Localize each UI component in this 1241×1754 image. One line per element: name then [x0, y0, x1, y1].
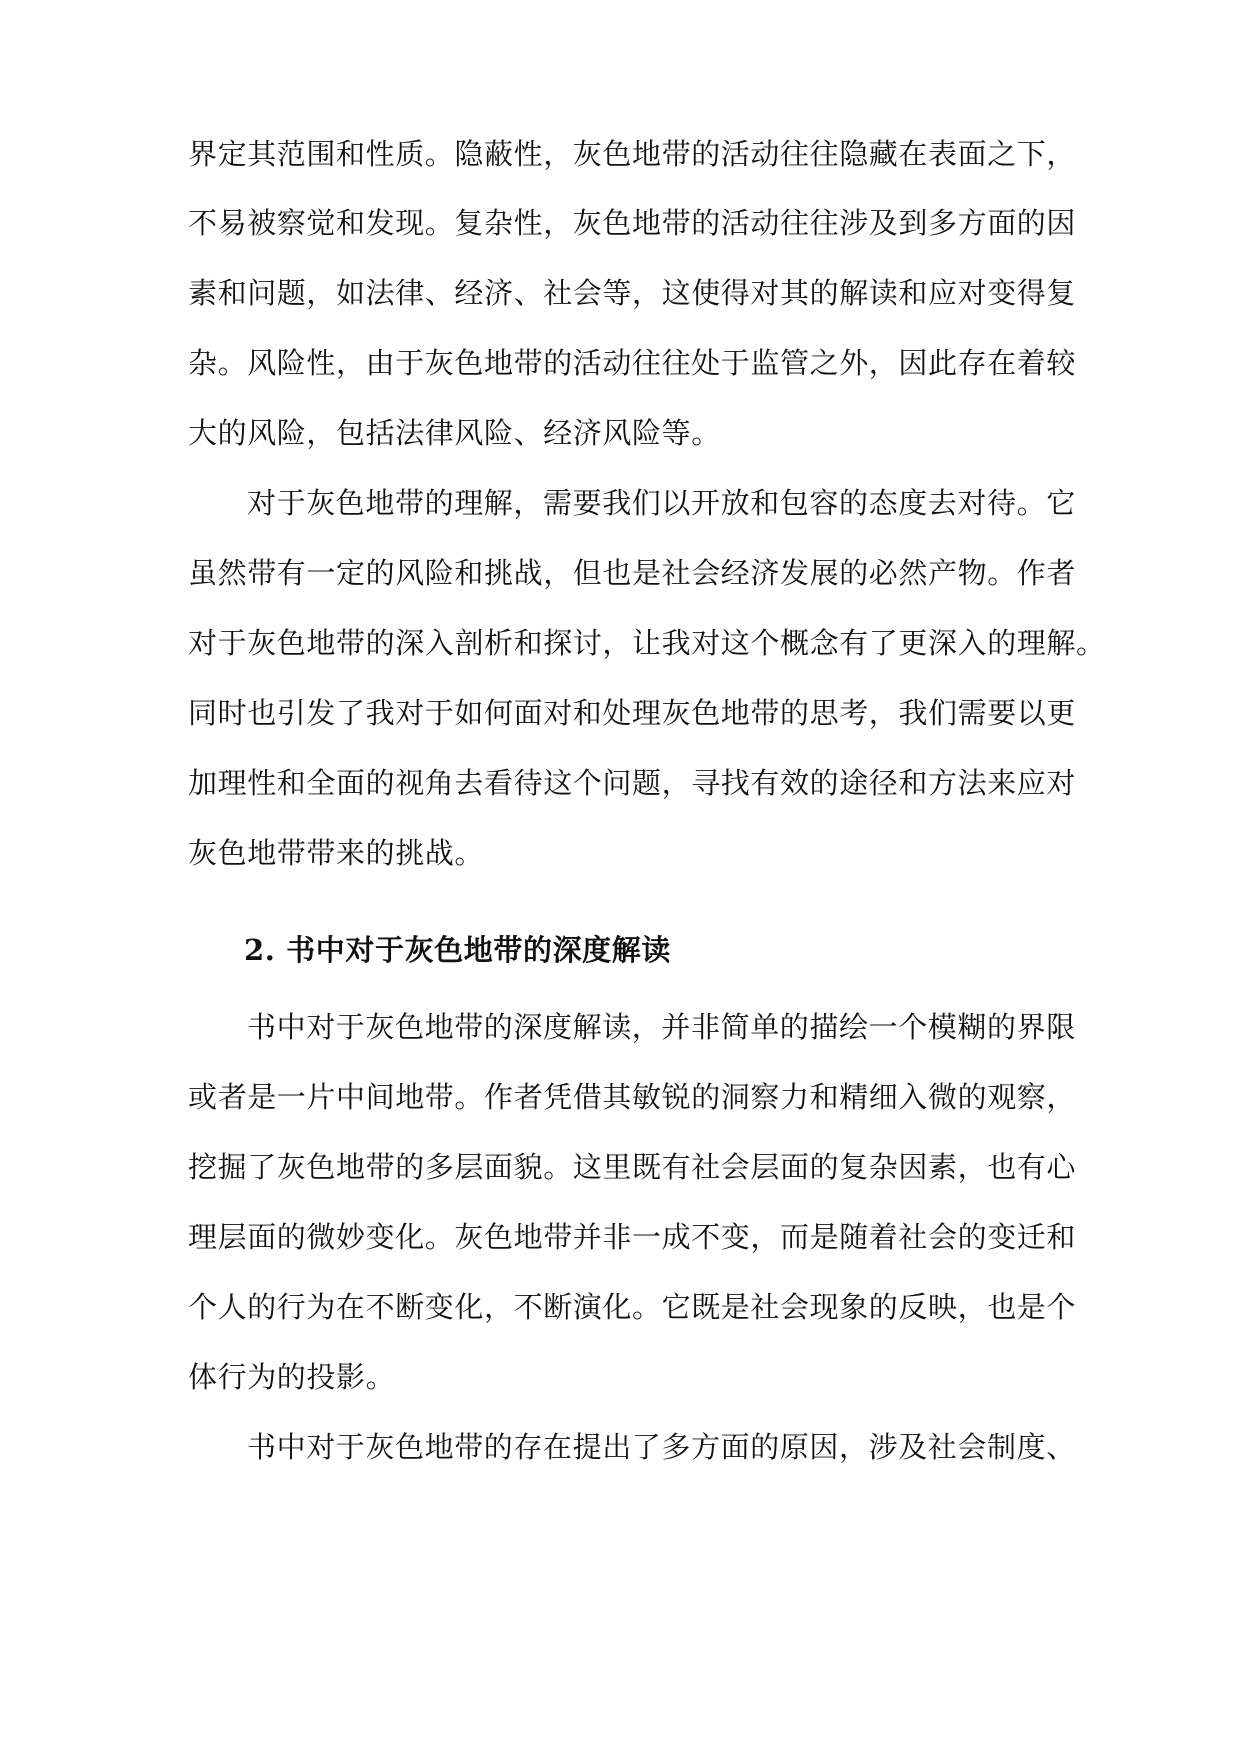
paragraph-line: 书中对于灰色地带的深度解读，并非简单的描绘一个模糊的界限 — [247, 1010, 1076, 1044]
paragraph-line: 书中对于灰色地带的存在提出了多方面的原因，涉及社会制度、 — [247, 1430, 1076, 1464]
paragraph-line: 理层面的微妙变化。灰色地带并非一成不变，而是随着社会的变迁和 — [188, 1220, 1077, 1254]
paragraph-line: 挖掘了灰色地带的多层面貌。这里既有社会层面的复杂因素，也有心 — [188, 1150, 1077, 1184]
paragraph-line: 体行为的投影。 — [188, 1360, 396, 1394]
paragraph-line: 不易被察觉和发现。复杂性，灰色地带的活动往往涉及到多方面的因 — [188, 206, 1077, 240]
paragraph-line: 对于灰色地带的深入剖析和探讨，让我对这个概念有了更深入的理解。 — [188, 626, 1106, 660]
paragraph-line: 杂。风险性，由于灰色地带的活动往往处于监管之外，因此存在着较 — [188, 346, 1077, 380]
paragraph-line: 灰色地带带来的挑战。 — [188, 836, 485, 870]
paragraph-line: 虽然带有一定的风险和挑战，但也是社会经济发展的必然产物。作者 — [188, 556, 1077, 590]
paragraph-line: 或者是一片中间地带。作者凭借其敏锐的洞察力和精细入微的观察， — [188, 1080, 1077, 1114]
paragraph-line: 素和问题，如法律、经济、社会等，这使得对其的解读和应对变得复 — [188, 276, 1077, 310]
paragraph-line: 对于灰色地带的理解，需要我们以开放和包容的态度去对待。它 — [247, 486, 1076, 520]
paragraph-line: 个人的行为在不断变化，不断演化。它既是社会现象的反映，也是个 — [188, 1290, 1077, 1324]
paragraph-line: 大的风险，包括法律风险、经济风险等。 — [188, 416, 721, 450]
paragraph-line: 同时也引发了我对于如何面对和处理灰色地带的思考，我们需要以更 — [188, 696, 1077, 730]
section-heading: 2. 书中对于灰色地带的深度解读 — [244, 933, 671, 967]
paragraph-line: 加理性和全面的视角去看待这个问题，寻找有效的途径和方法来应对 — [188, 766, 1077, 800]
paragraph-line: 界定其范围和性质。隐蔽性，灰色地带的活动往往隐藏在表面之下， — [188, 137, 1077, 171]
